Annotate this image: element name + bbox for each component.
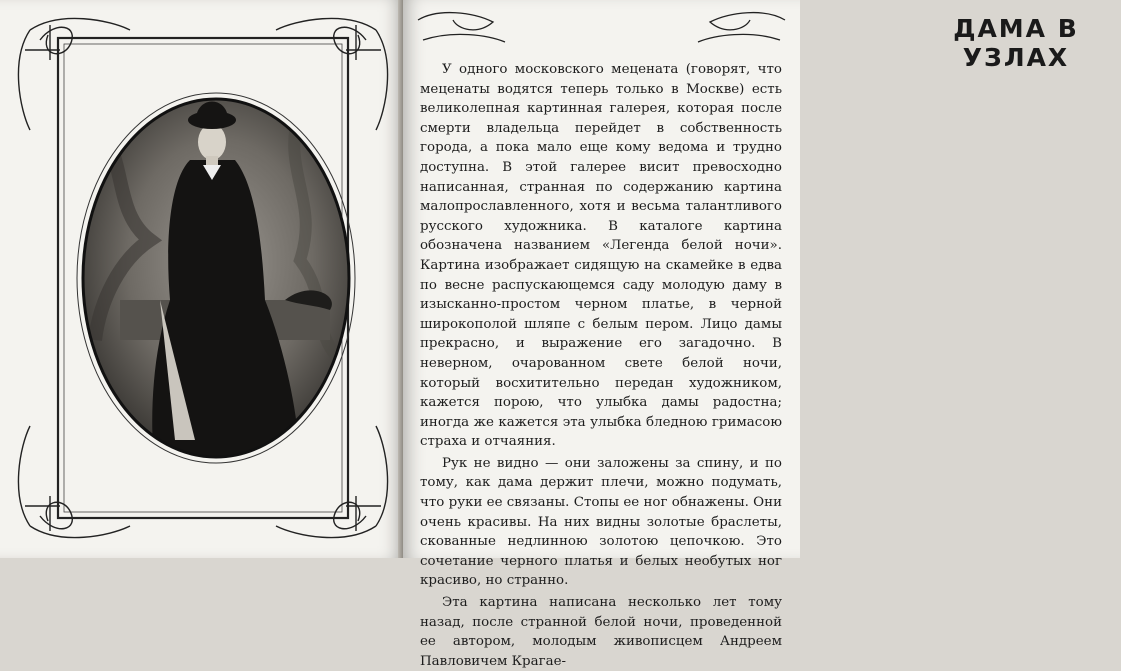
left-page	[0, 0, 403, 558]
corner-flourish-top-right	[276, 18, 388, 130]
chapter-title: ДАМА В УЗЛАХ	[953, 14, 1079, 72]
chapter-text	[420, 60, 782, 671]
paragraph: У одного московского мецената (говорят, что меценаты водятся теперь только в Москве) есть великолепная картинная галерея, которая после смерти владельца перейдет в собственность города, а пока мало еще кому ведома и трудно доступна. В этой галерее висит превосходно написанная, странная по содержанию картина малопрославленного, хотя и весьма талантливого русского художника. В каталоге картина обозначена названием «Легенда белой ночи». Картина изображает сидящую на скамейке в едва по весне распускающемся саду молодую даму в изысканно-простом черном платье, в черной широкополой шляпе с белым пером. Лицо дамы прекрасно, и выражение его загадочно. В неверном, очарованном свете белой ночи, который восхитительно передан художником, кажется порою, что улыбка дамы радостна; иногда же кажется эта улыбка бледною гримасою страха и отчаяния.	[420, 62, 782, 450]
paragraph: Рук не видно — они заложены за спину, и по тому, как дама держит плечи, можно подумать, что руки ее связаны. Стопы ее ног обнажены. Они очень красивы. На них видны золотые браслеты, скованные недлинною золотою цепочкою. Это сочетание черного платья и белых необутых ног красиво, но странно.	[420, 455, 782, 589]
corner-flourish-top-left	[18, 18, 130, 130]
corner-flourish-bottom-right	[276, 426, 388, 538]
paragraph: Эта картина написана несколько лет тому назад, после странной белой ночи, проведенной ее автором, молодым живописцем Андреем Павловичем Крагае-	[420, 595, 782, 669]
ornamental-frame	[0, 0, 403, 558]
corner-flourish-bottom-left	[18, 426, 130, 538]
